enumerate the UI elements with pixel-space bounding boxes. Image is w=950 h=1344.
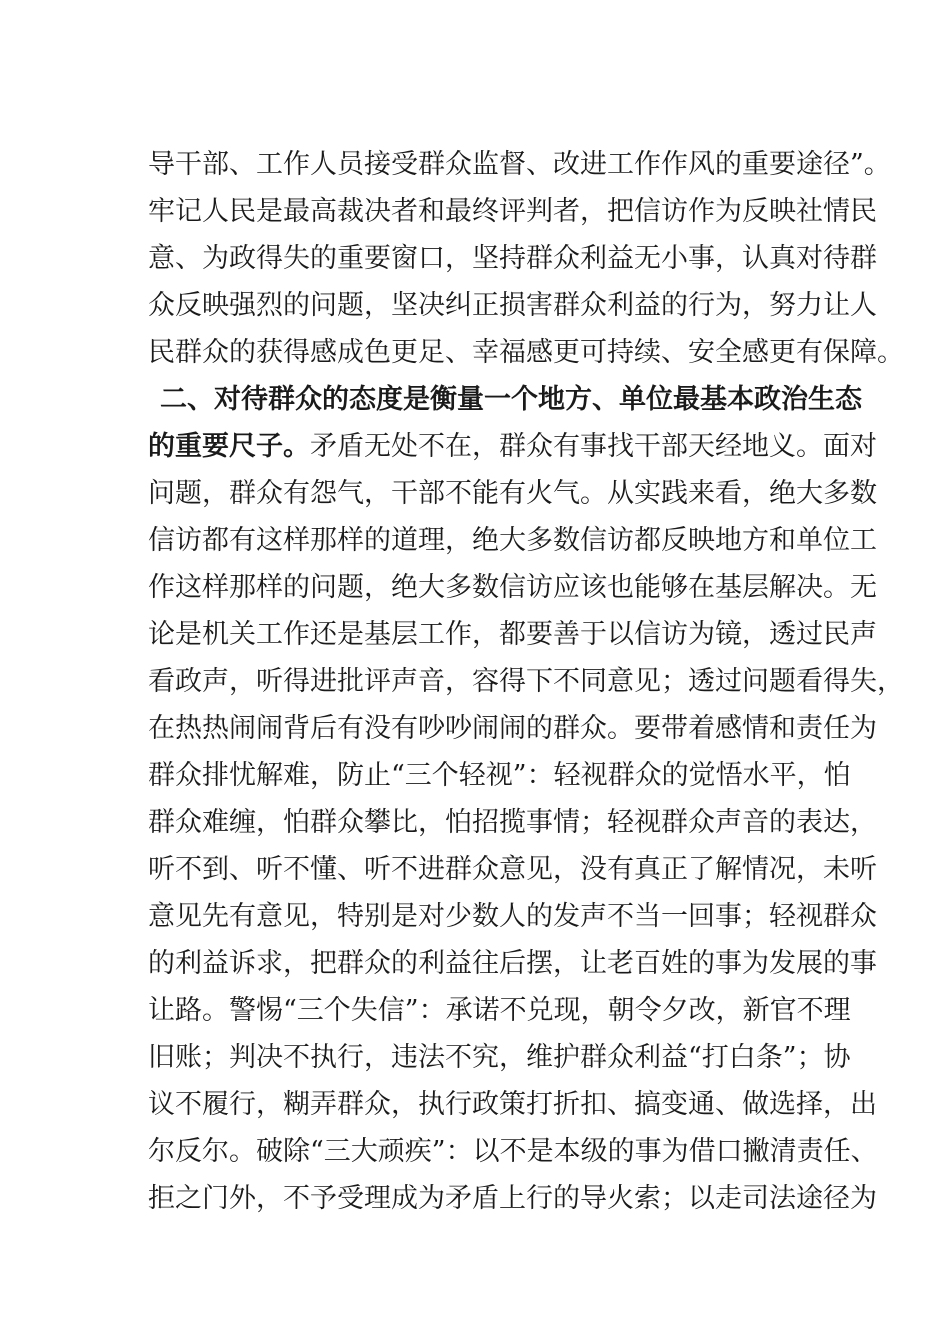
text-line-3: 意、为政得失的重要窗口，坚持群众利益无小事，认真对待群 — [148, 243, 877, 274]
text-line-19: 让路。警惕“三个失信”：承诺不兑现，朝令夕改，新官不理 — [148, 995, 851, 1026]
text-line-12: 看政声，听得进批评声音，容得下不同意见；透过问题看得失， — [148, 666, 904, 697]
text-line-5: 民群众的获得感成色更足、幸福感更可持续、安全感更有保障。 — [148, 337, 904, 368]
text-line-8: 问题，群众有怨气，干部不能有火气。从实践来看，绝大多数 — [148, 478, 877, 509]
text-line-21: 议不履行，糊弄群众，执行政策打折扣、搞变通、做选择，出 — [148, 1089, 877, 1120]
text-line-1: 导干部、工作人员接受群众监督、改进工作作风的重要途径”。 — [148, 149, 891, 180]
text-line-11: 论是机关工作还是基层工作，都要善于以信访为镜，透过民声 — [148, 619, 877, 650]
section-heading-end: 的重要尺子。 — [148, 431, 310, 462]
text-line-4: 众反映强烈的问题，坚决纠正损害群众利益的行为，努力让人 — [148, 290, 877, 321]
text-line-20: 旧账；判决不执行，违法不究，维护群众利益“打白条”；协 — [148, 1042, 851, 1073]
paragraph-start: 矛盾无处不在，群众有事找干部天经地义。面对 — [310, 431, 877, 462]
text-line-15: 群众难缠，怕群众攀比，怕招揽事情；轻视群众声音的表达， — [148, 807, 877, 838]
section-heading-line-1: 二、对待群众的态度是衡量一个地方、单位最基本政治生态 — [160, 384, 862, 415]
section-heading-line-2 — [148, 425, 877, 469]
text-line-13: 在热热闹闹背后有没有吵吵闹闹的群众。要带着感情和责任为 — [148, 713, 877, 744]
text-line-10: 作这样那样的问题，绝大多数信访应该也能够在基层解决。无 — [148, 572, 877, 603]
text-line-18: 的利益诉求，把群众的利益往后摆，让老百姓的事为发展的事 — [148, 948, 877, 979]
text-line-16: 听不到、听不懂、听不进群众意见，没有真正了解情况，未听 — [148, 854, 877, 885]
text-line-9: 信访都有这样那样的道理，绝大多数信访都反映地方和单位工 — [148, 525, 877, 556]
text-line-22: 尔反尔。破除“三大顽疾”：以不是本级的事为借口撇清责任、 — [148, 1136, 878, 1167]
text-line-2: 牢记人民是最高裁决者和最终评判者，把信访作为反映社情民 — [148, 196, 877, 227]
text-line-14: 群众排忧解难，防止“三个轻视”：轻视群众的觉悟水平，怕 — [148, 760, 851, 791]
text-line-17: 意见先有意见，特别是对少数人的发声不当一回事；轻视群众 — [148, 901, 877, 932]
text-line-23: 拒之门外，不予受理成为矛盾上行的导火索；以走司法途径为 — [148, 1183, 877, 1214]
